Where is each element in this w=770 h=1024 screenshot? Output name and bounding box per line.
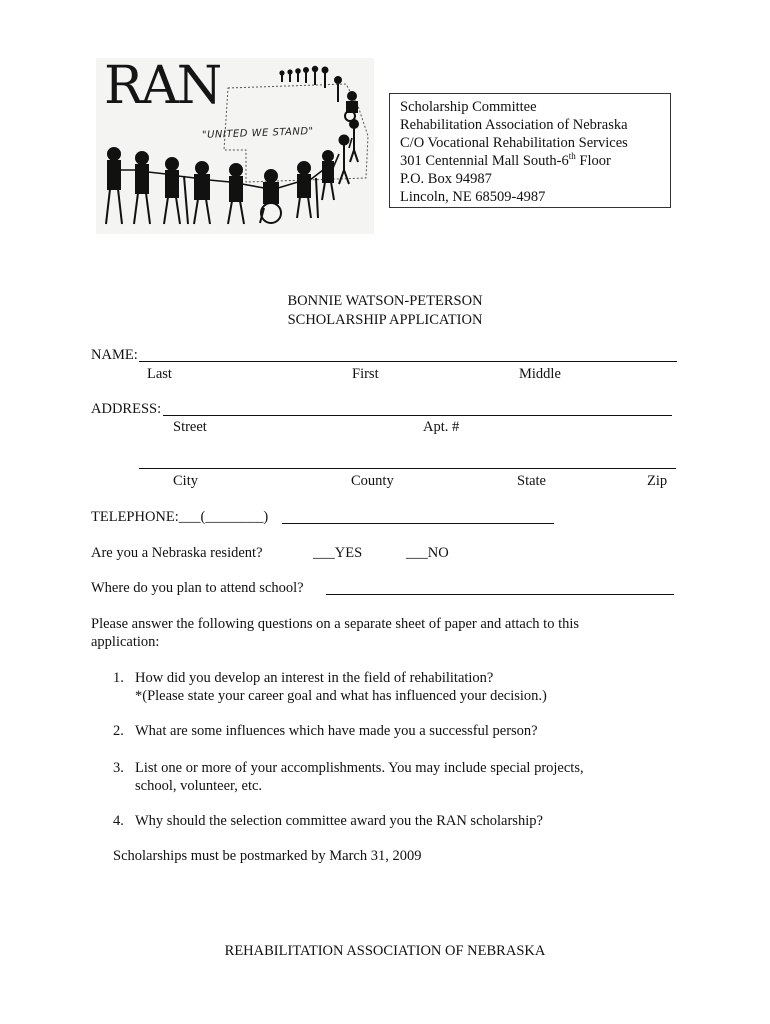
- name-middle-caption: Middle: [519, 366, 561, 382]
- address-zip-caption: Zip: [647, 473, 668, 489]
- question-number: 1.: [113, 670, 124, 686]
- telephone-label: TELEPHONE:___(________): [91, 509, 269, 525]
- question-number: 4.: [113, 813, 124, 829]
- name-last-caption: Last: [147, 366, 172, 382]
- address-city-caption: City: [173, 473, 198, 489]
- address-street-caption: Street: [173, 419, 207, 435]
- address-line-4-sup: th: [568, 151, 576, 162]
- address-line-4-main: 301 Centennial Mall South-6: [400, 153, 569, 169]
- address-line-6: Lincoln, NE 68509-4987: [400, 189, 546, 205]
- address-block: [389, 93, 671, 208]
- address-line-3: C/O Vocational Rehabilitation Services: [400, 135, 628, 151]
- question-text: How did you develop an interest in the field of rehabilitation?: [135, 670, 494, 686]
- resident-question: Are you a Nebraska resident?: [91, 545, 263, 561]
- school-input-line[interactable]: [326, 594, 674, 595]
- school-question: Where do you plan to attend school?: [91, 580, 304, 596]
- name-first-caption: First: [352, 366, 379, 382]
- address-line-4: [400, 152, 670, 170]
- resident-no-option[interactable]: ___NO: [406, 545, 449, 561]
- address-line-2: Rehabilitation Association of Nebraska: [400, 117, 628, 133]
- footer-organization: REHABILITATION ASSOCIATION OF NEBRASKA: [224, 943, 546, 959]
- question-text: What are some influences which have made you a successful person?: [135, 723, 538, 739]
- question-number: 3.: [113, 760, 124, 776]
- logo-title: RAN: [104, 58, 221, 116]
- address-apt-caption: Apt. #: [423, 419, 460, 435]
- address-line-4-tail: Floor: [575, 153, 611, 169]
- ran-logo: [96, 58, 374, 234]
- address-street-input-line[interactable]: [163, 415, 672, 416]
- logo-motto: "UNITED WE STAND": [201, 126, 314, 141]
- instructions-line-2: application:: [91, 634, 160, 650]
- address-line-1: Scholarship Committee: [400, 99, 537, 115]
- address-line-5: P.O. Box 94987: [400, 171, 492, 187]
- question-text-cont: school, volunteer, etc.: [135, 778, 263, 794]
- name-label: NAME:: [91, 347, 138, 363]
- address-state-caption: State: [517, 473, 546, 489]
- instructions-line-1: Please answer the following questions on a separate sheet of paper and attach to this: [91, 616, 580, 632]
- question-number: 2.: [113, 723, 124, 739]
- address-city-input-line[interactable]: [139, 468, 676, 469]
- address-county-caption: County: [351, 473, 394, 489]
- heading-subtitle: SCHOLARSHIP APPLICATION: [287, 312, 483, 328]
- question-text: List one or more of your accomplishments. You may include special projects,: [135, 760, 584, 776]
- question-note: *(Please state your career goal and what has influenced your decision.): [135, 688, 547, 704]
- name-input-line[interactable]: [139, 361, 677, 362]
- deadline-note: Scholarships must be postmarked by March 31, 2009: [113, 848, 422, 864]
- question-text: Why should the selection committee award you the RAN scholarship?: [135, 813, 543, 829]
- resident-yes-option[interactable]: ___YES: [313, 545, 363, 561]
- heading-title: BONNIE WATSON-PETERSON: [287, 293, 483, 309]
- telephone-input-line[interactable]: [282, 523, 554, 524]
- address-label: ADDRESS:: [91, 401, 162, 417]
